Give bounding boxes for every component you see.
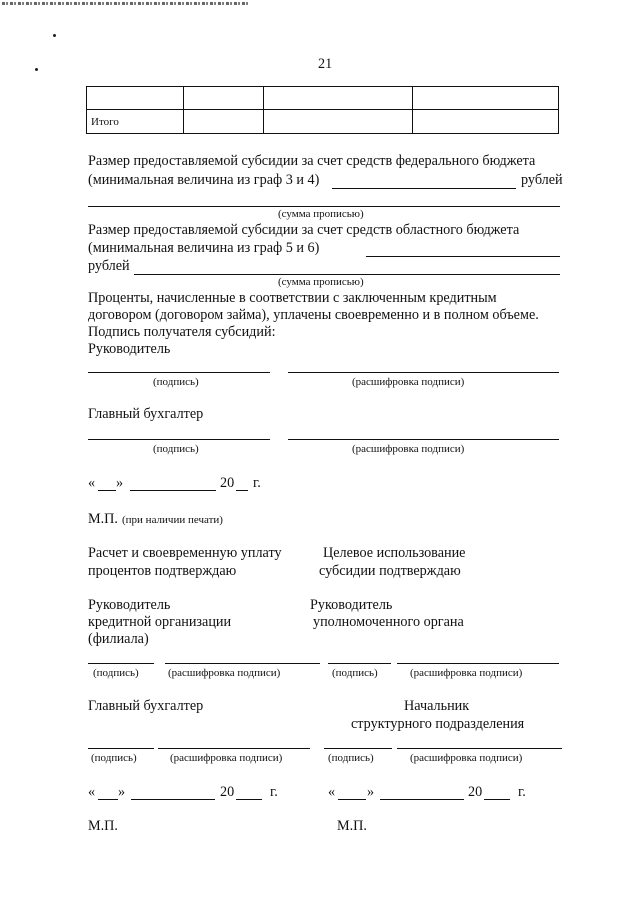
date-quote-open: « [88,784,96,800]
scan-speck [53,34,56,37]
recipient-stamp-note: (при наличии печати) [122,514,223,526]
bank-chief-accountant-label: Главный бухгалтер [88,698,204,714]
authority-confirm-line1: Целевое использование [323,545,466,561]
date-month-blank[interactable] [130,490,216,491]
date-year-suffix: г. [253,475,261,491]
table-cell [263,110,413,134]
date-month-blank[interactable] [131,799,215,800]
date-day-blank[interactable] [338,799,366,800]
table-row [87,87,559,110]
caption-sign: (подпись) [93,667,139,679]
bank-accountant-sign-blank[interactable] [88,748,154,749]
date-year-prefix: 20 [468,784,483,800]
date-quote-close: » [116,475,124,491]
authority-chief-line2: структурного подразделения [351,716,525,732]
bank-head-line2: кредитной организации [88,614,232,630]
regional-sum-words-blank[interactable] [134,274,560,275]
date-quote-open: « [328,784,336,800]
caption-sign: (подпись) [153,443,199,455]
caption-sign: (подпись) [91,752,137,764]
subsidy-table [86,86,559,134]
date-year-suffix: г. [270,784,278,800]
bank-head-line1: Руководитель [88,597,171,613]
recipient-head-sign-blank[interactable] [88,372,270,373]
federal-subsidy-line1: Размер предоставляемой субсидии за счет средств федерального бюджета [88,153,536,169]
bank-head-line3: (филиала) [88,631,149,647]
federal-amount-blank[interactable] [332,188,516,189]
caption-decode: (расшифровка подписи) [352,443,465,455]
recipient-head-decode-blank[interactable] [288,372,559,373]
caption-sign: (подпись) [332,667,378,679]
federal-subsidy-line2: (минимальная величина из граф 3 и 4) [88,172,320,188]
date-year-blank[interactable] [236,490,248,491]
caption-decode: (расшифровка подписи) [168,667,281,679]
regional-unit: рублей [88,258,130,274]
table-cell [263,87,413,110]
recipient-accountant-sign-blank[interactable] [88,439,270,440]
total-label: Итого [87,110,184,134]
bank-head-decode-blank[interactable] [165,663,320,664]
bank-confirm-line1: Расчет и своевременную уплату [88,545,282,561]
bank-stamp-label: М.П. [88,818,118,834]
recipient-head-label: Руководитель [88,341,171,357]
recipient-accountant-decode-blank[interactable] [288,439,559,440]
table-cell [183,87,263,110]
regional-subsidy-line1: Размер предоставляемой субсидии за счет средств областного бюджета [88,222,520,238]
date-year-suffix: г. [518,784,526,800]
caption-decode: (расшифровка подписи) [352,376,465,388]
caption-decode: (расшифровка подписи) [170,752,283,764]
table-cell [87,87,184,110]
table-row-total [87,110,559,134]
date-month-blank[interactable] [380,799,464,800]
caption-sign: (подпись) [328,752,374,764]
page-number: 21 [318,56,333,72]
date-day-blank[interactable] [98,799,118,800]
authority-confirm-line2: субсидии подтверждаю [319,563,461,579]
authority-head-line2: уполномоченного органа [313,614,464,630]
federal-unit: рублей [521,172,563,188]
table-cell [413,110,559,134]
scan-noise-strip [2,2,248,5]
date-quote-close: » [118,784,126,800]
scan-speck [35,68,38,71]
caption-decode: (расшифровка подписи) [410,752,523,764]
caption-sign: (подпись) [153,376,199,388]
bank-confirm-line2: процентов подтверждаю [88,563,237,579]
regional-sum-caption: (сумма прописью) [278,276,364,288]
date-quote-close: » [367,784,375,800]
caption-decode: (расшифровка подписи) [410,667,523,679]
authority-stamp-label: М.П. [337,818,367,834]
authority-chief-sign-blank[interactable] [324,748,392,749]
date-year-prefix: 20 [220,475,235,491]
interest-line2: договором (договором займа), уплачены своевременно и в полном объеме. [88,307,539,323]
table-cell [183,110,263,134]
bank-accountant-decode-blank[interactable] [158,748,310,749]
federal-sum-caption: (сумма прописью) [278,208,364,220]
date-year-blank[interactable] [236,799,262,800]
recipient-signature-label: Подпись получателя субсидий: [88,324,276,340]
authority-head-line1: Руководитель [310,597,393,613]
date-year-blank[interactable] [484,799,510,800]
table-cell [413,87,559,110]
recipient-chief-accountant-label: Главный бухгалтер [88,406,204,422]
interest-line1: Проценты, начисленные в соответствии с заключенным кредитным [88,290,497,306]
authority-head-decode-blank[interactable] [397,663,559,664]
federal-sum-words-blank[interactable] [88,206,560,207]
date-year-prefix: 20 [220,784,235,800]
regional-amount-blank[interactable] [366,256,560,257]
date-day-blank[interactable] [98,490,116,491]
regional-subsidy-line2: (минимальная величина из граф 5 и 6) [88,240,320,256]
authority-chief-decode-blank[interactable] [397,748,562,749]
recipient-stamp-label: М.П. [88,511,118,527]
authority-chief-line1: Начальник [404,698,470,714]
date-quote-open: « [88,475,96,491]
authority-head-sign-blank[interactable] [328,663,391,664]
bank-head-sign-blank[interactable] [88,663,154,664]
